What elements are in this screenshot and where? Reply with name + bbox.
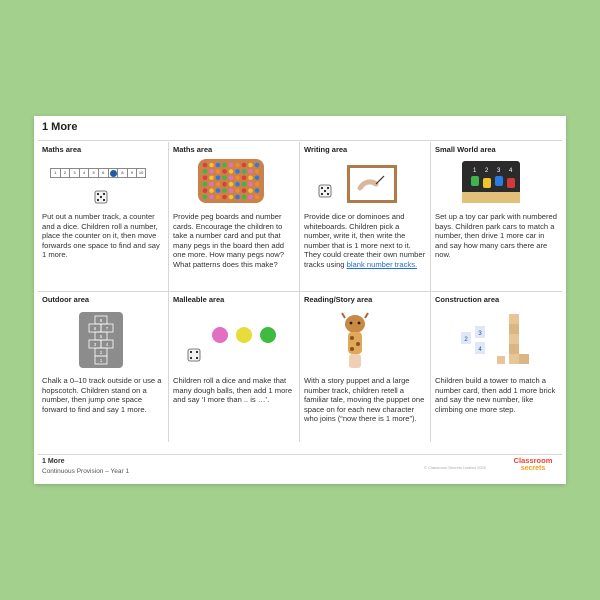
activity-cell-malleable: [169, 292, 300, 442]
peg: [222, 169, 227, 174]
peg: [216, 188, 221, 193]
cell-description: Set up a toy car park with numbered bays. Children park cars to match a number, then drive 1 more car in and say how many cars there are now.: [435, 212, 557, 260]
track-box: [108, 168, 118, 178]
peg-board-image: [197, 158, 265, 204]
number-track: [50, 168, 146, 178]
peg: [229, 195, 234, 200]
bay-number: 2: [485, 168, 489, 174]
cell-description: Put out a number track, a counter and a dice. Children roll a number, place the counter on it, then move forwards one space to find and say 1 more.: [42, 212, 160, 260]
peg: [229, 182, 234, 187]
peg: [222, 182, 227, 187]
dice-icon: [187, 348, 201, 362]
dice-icon: [94, 190, 108, 204]
activity-grid: [38, 142, 562, 442]
peg: [203, 195, 208, 200]
track-box: 6: [98, 168, 108, 178]
hopscotch-number: 8: [99, 318, 103, 323]
number-cards-and-bricks-image: [449, 312, 543, 368]
hopscotch-image: [79, 312, 123, 368]
peg: [255, 195, 260, 200]
peg: [248, 195, 253, 200]
activity-cell-small-world: [431, 142, 562, 292]
toy-car-park-image: [461, 160, 521, 204]
cell-title: Malleable area: [173, 295, 225, 304]
peg: [216, 182, 221, 187]
peg: [255, 176, 260, 181]
peg: [229, 176, 234, 181]
whiteboard-image: [346, 164, 398, 204]
track-box: 3: [69, 168, 79, 178]
peg: [203, 182, 208, 187]
peg: [203, 163, 208, 168]
peg: [209, 182, 214, 187]
track-box: 4: [79, 168, 89, 178]
hopscotch-number: 5: [99, 334, 103, 339]
hopscotch-number: 4: [105, 342, 109, 347]
peg: [242, 163, 247, 168]
peg: [235, 169, 240, 174]
peg: [203, 169, 208, 174]
cell-title: Writing area: [304, 145, 348, 154]
peg: [216, 163, 221, 168]
peg: [222, 195, 227, 200]
peg: [235, 182, 240, 187]
peg: [222, 176, 227, 181]
giraffe-puppet-image: [340, 312, 370, 368]
peg: [242, 169, 247, 174]
title-divider: [38, 140, 562, 141]
peg: [255, 163, 260, 168]
hopscotch-number: 1: [99, 358, 103, 363]
peg: [255, 182, 260, 187]
cell-title: Construction area: [435, 295, 500, 304]
peg: [242, 195, 247, 200]
peg: [209, 195, 214, 200]
number-card: 2: [464, 337, 468, 343]
peg: [248, 188, 253, 193]
logo-line-2: secrets: [520, 465, 546, 472]
hopscotch-number: 6: [93, 326, 97, 331]
bay-number: 3: [497, 168, 501, 174]
peg: [242, 188, 247, 193]
peg: [235, 176, 240, 181]
peg: [203, 176, 208, 181]
track-box: 5: [88, 168, 98, 178]
activity-cell-maths-track: [38, 142, 169, 292]
cell-description: Chalk a 0–10 track outside or use a hopscotch. Children stand on a number, then jump one space forward to find and say 1 more.: [42, 376, 162, 414]
dough-balls-image: [209, 324, 279, 346]
page-title: 1 More: [42, 121, 78, 133]
cell-title: Small World area: [435, 145, 496, 154]
track-box: 2: [60, 168, 70, 178]
logo-line-1: Classroom: [513, 456, 553, 465]
hopscotch-number: 2: [99, 350, 103, 355]
cell-description: Children roll a dice and make that many dough balls, then add 1 more and say ‘I more than .. is …’.: [173, 376, 293, 405]
hopscotch-number: 3: [93, 342, 97, 347]
cell-description: With a story puppet and a large number track, children retell a familiar tale, moving the puppet one space on for each new character who joins (“now there is 1 more”).: [304, 376, 425, 424]
peg: [203, 188, 208, 193]
bay-number: 1: [473, 168, 477, 174]
peg: [209, 163, 214, 168]
blank-number-tracks-link[interactable]: blank number tracks.: [346, 259, 418, 269]
classroom-secrets-logo: [504, 456, 562, 478]
peg: [235, 195, 240, 200]
copyright-notice: © Classroom Secrets Limited 2025: [424, 465, 486, 470]
cell-title: Maths area: [42, 145, 82, 154]
cell-title: Reading/Story area: [304, 295, 373, 304]
activity-cell-reading: [300, 292, 431, 442]
peg: [229, 169, 234, 174]
peg: [229, 188, 234, 193]
footer-subtitle: Continuous Provision – Year 1: [42, 468, 130, 475]
peg: [248, 169, 253, 174]
counter-icon: [110, 170, 117, 177]
activity-cell-maths-pegs: [169, 142, 300, 292]
track-box: 1: [50, 168, 60, 178]
peg: [222, 188, 227, 193]
cell-title: Outdoor area: [42, 295, 90, 304]
peg: [209, 188, 214, 193]
peg: [209, 176, 214, 181]
peg: [248, 163, 253, 168]
peg: [216, 169, 221, 174]
track-box: 10: [136, 168, 146, 178]
number-card: 4: [478, 347, 482, 353]
cell-description: Provide dice or dominoes and whiteboards. Children pick a number, write it, then write the number that is 1 more next to it. They could create their own number tracks using blank number tracks.: [304, 212, 426, 269]
peg: [242, 176, 247, 181]
activity-cell-outdoor: [38, 292, 169, 442]
activity-cell-construction: [431, 292, 562, 442]
peg: [242, 182, 247, 187]
track-box: 9: [127, 168, 137, 178]
peg: [235, 188, 240, 193]
peg: [216, 195, 221, 200]
peg: [216, 176, 221, 181]
worksheet-page: [34, 116, 566, 484]
peg: [248, 182, 253, 187]
bay-number: 4: [509, 168, 513, 174]
peg: [248, 176, 253, 181]
footer-divider: [38, 454, 562, 455]
cell-title: Maths area: [173, 145, 213, 154]
peg: [229, 163, 234, 168]
activity-cell-writing: [300, 142, 431, 292]
peg: [222, 163, 227, 168]
number-card: 3: [478, 331, 482, 337]
dice-icon: [318, 184, 332, 198]
peg: [255, 169, 260, 174]
peg: [235, 163, 240, 168]
hopscotch-number: 7: [105, 326, 109, 331]
footer-title: 1 More: [42, 458, 65, 465]
cell-description: Children build a tower to match a number card, then add 1 more brick and say the new number, like climbing one more step.: [435, 376, 556, 414]
track-box: 8: [117, 168, 127, 178]
cell-description: Provide peg boards and number cards. Encourage the children to take a number card and put that many pegs in the board then add one more. How many pegs now? What patterns does this make?: [173, 212, 285, 269]
peg: [255, 188, 260, 193]
peg: [209, 169, 214, 174]
